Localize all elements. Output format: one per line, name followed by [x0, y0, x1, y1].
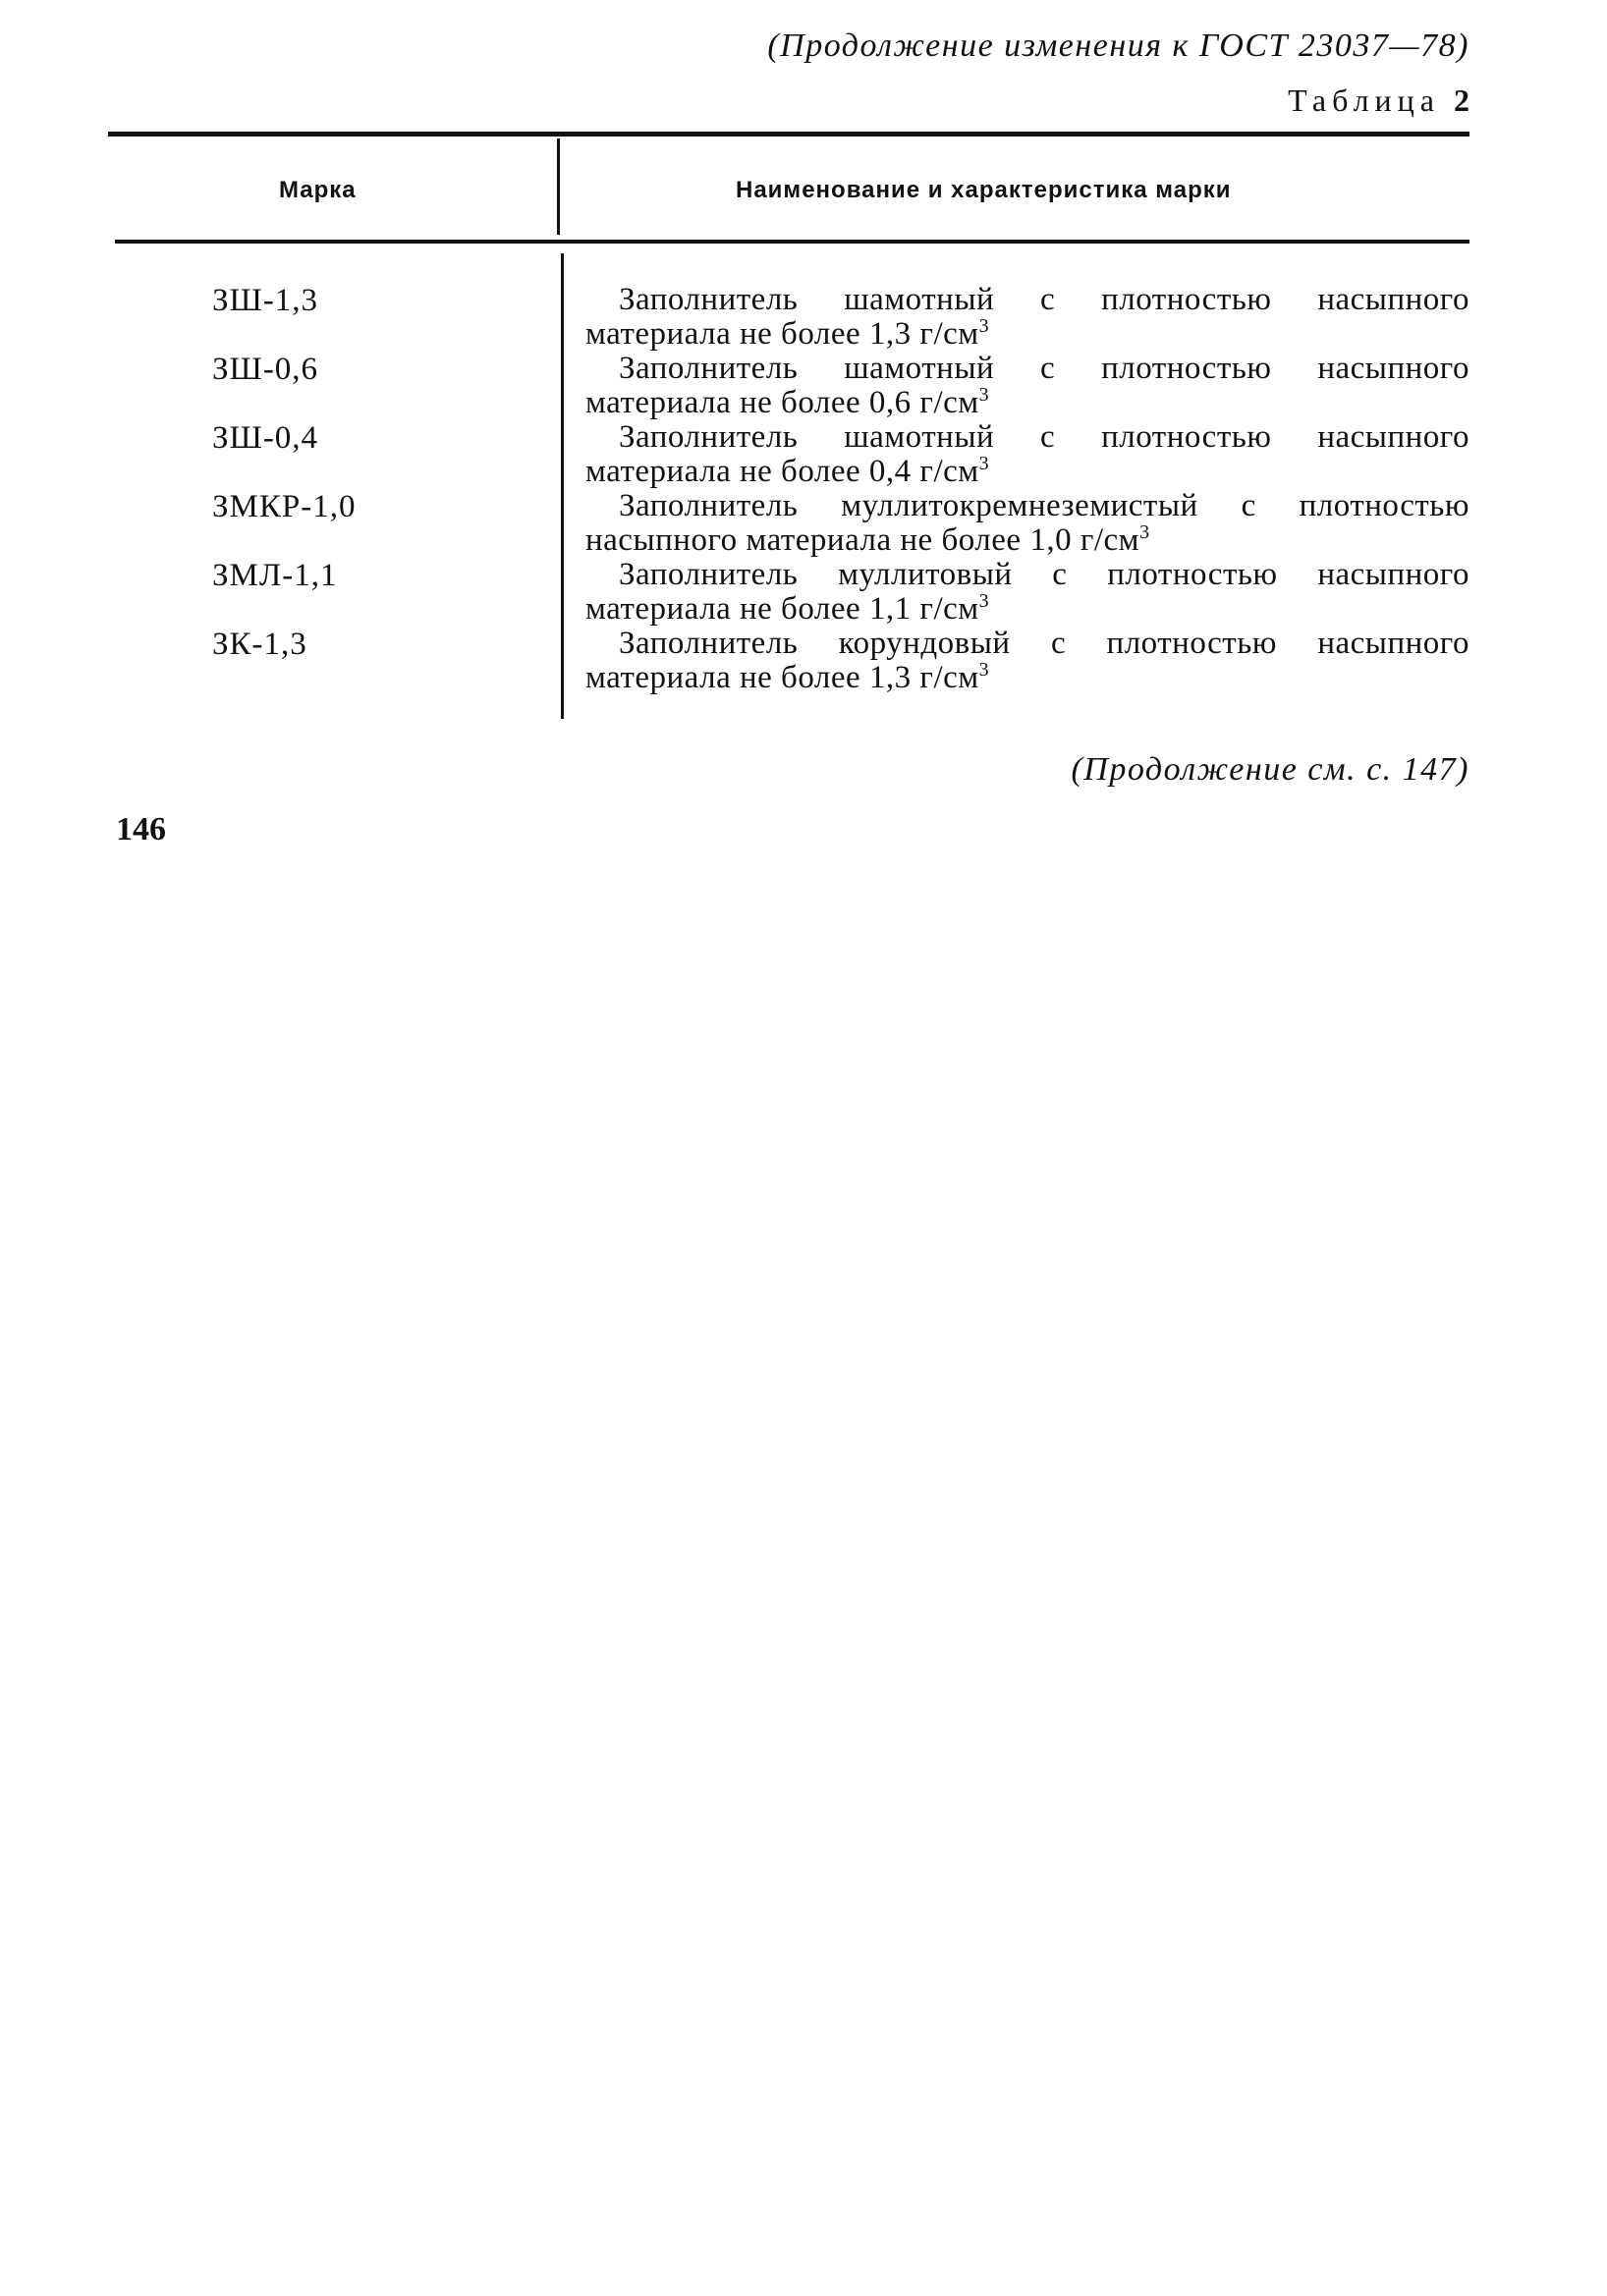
table-row — [0, 348, 1607, 420]
grade-code: ЗМКР-1,0 — [212, 489, 357, 524]
grade-description — [585, 489, 1469, 558]
table-header-rule — [115, 240, 1469, 244]
description-line: Заполнитель шамотный с плотностью насыпного — [619, 282, 1469, 317]
grade-description — [585, 627, 1469, 695]
grade-code: ЗШ-0,4 — [212, 420, 319, 456]
description-text: материала не более 1,1 г/см — [585, 591, 979, 627]
grade-code: ЗК-1,3 — [212, 627, 307, 662]
superscript: 3 — [1139, 521, 1150, 543]
table-top-rule — [108, 132, 1469, 137]
table-row — [0, 554, 1607, 627]
description-line — [585, 592, 1469, 627]
grade-code: ЗШ-0,6 — [212, 352, 319, 387]
header-column-divider — [557, 138, 560, 235]
table-caption-number: 2 — [1454, 82, 1469, 118]
column-header-grade: Марка — [279, 177, 357, 203]
description-line: Заполнитель шамотный с плотностью насыпного — [619, 419, 1469, 455]
description-line: Заполнитель корундовый с плотностью насыпного — [619, 626, 1469, 661]
table-row — [0, 279, 1607, 352]
description-text: насыпного материала не более 1,0 г/см — [585, 522, 1140, 558]
description-text: материала не более 0,6 г/см — [585, 385, 979, 420]
table-row — [0, 623, 1607, 695]
table-row — [0, 485, 1607, 558]
table-caption — [1288, 82, 1469, 119]
continuation-footer: (Продолжение см. с. 147) — [1071, 751, 1469, 788]
superscript: 3 — [978, 453, 990, 474]
page-number: 146 — [116, 811, 166, 847]
description-line: Заполнитель шамотный с плотностью насыпного — [619, 351, 1469, 386]
description-line — [585, 386, 1469, 420]
description-line — [585, 523, 1469, 558]
grade-description — [585, 558, 1469, 627]
grade-description — [585, 283, 1469, 352]
description-text: материала не более 1,3 г/см — [585, 316, 979, 352]
description-line: Заполнитель муллитокремнеземистый с плотностью — [619, 488, 1469, 523]
table-caption-word: Таблица — [1288, 82, 1440, 118]
superscript: 3 — [978, 315, 990, 337]
grade-description — [585, 352, 1469, 420]
description-text: материала не более 1,3 г/см — [585, 660, 979, 695]
description-line — [585, 455, 1469, 489]
description-text: материала не более 0,4 г/см — [585, 454, 979, 489]
superscript: 3 — [978, 659, 990, 681]
column-header-description: Наименование и характеристика марки — [736, 177, 1232, 203]
description-line — [585, 661, 1469, 695]
grade-description — [585, 420, 1469, 489]
table-row — [0, 416, 1607, 489]
grade-code: ЗМЛ-1,1 — [212, 558, 338, 593]
description-line — [585, 317, 1469, 352]
grade-code: ЗШ-1,3 — [212, 283, 319, 318]
superscript: 3 — [978, 384, 990, 406]
continuation-header: (Продолжение изменения к ГОСТ 23037—78) — [767, 27, 1469, 64]
description-line: Заполнитель муллитовый с плотностью насыпного — [619, 557, 1469, 592]
superscript: 3 — [978, 590, 990, 612]
